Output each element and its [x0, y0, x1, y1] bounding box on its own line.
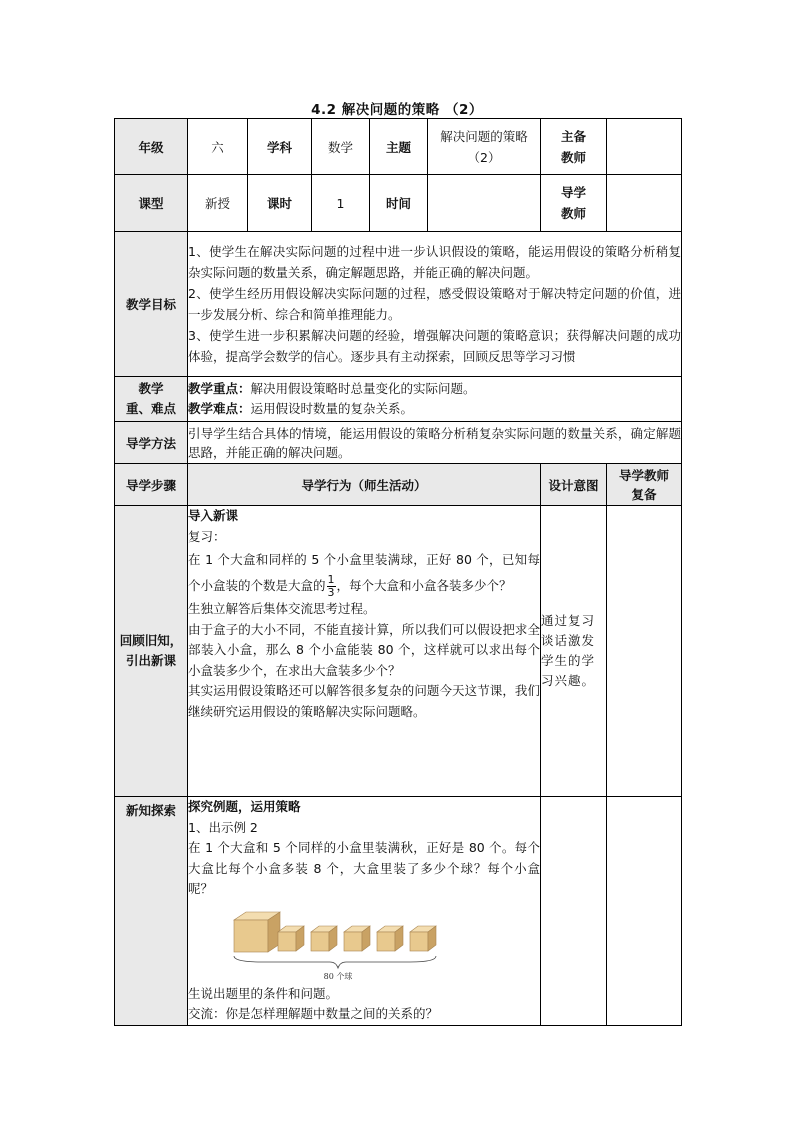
- review-label-line-2: 引出新课: [125, 653, 176, 668]
- fraction-numerator: 1: [327, 573, 335, 586]
- steps-header-row: [115, 464, 682, 506]
- review-label: [115, 506, 188, 797]
- explore-line-1: 1、出示例 2: [188, 819, 258, 835]
- total-balls-label: 80 个球: [323, 971, 353, 981]
- guide-teacher-label-line-2: 教师: [560, 206, 586, 221]
- boxes-illustration: [232, 906, 452, 984]
- review-label-line-1: 回顾旧知，: [119, 633, 183, 648]
- review-line-5: 其实运用假设策略还可以解答很多复杂的问题今天这节课，我们继续研究运用假设的策略解决实际问题略。: [188, 683, 540, 719]
- period-value: 1: [312, 175, 370, 232]
- keypoints-row: [115, 377, 682, 422]
- goal-item-3: 3、使学生进一步积累解决问题的经验，增强解决问题的策略意识；获得解决问题的成功体验，提高学会数学的信心。逐步具有主动探索，回顾反思等学习习惯: [188, 328, 681, 364]
- time-value: [428, 175, 541, 232]
- topic-value: [428, 119, 541, 175]
- lead-teacher-label-line-1: 主备: [560, 128, 586, 144]
- guide-teacher-label-line-1: 导学: [560, 185, 586, 200]
- steps-header-steps: 导学步骤: [115, 464, 188, 506]
- info-row-2: [115, 175, 682, 232]
- guide-teacher-value: [607, 175, 682, 232]
- key-point-line: [188, 379, 681, 399]
- total-brace: [234, 956, 436, 968]
- lesson-plan-table: [114, 118, 682, 1026]
- difficulty-label: 教学难点：: [188, 401, 251, 416]
- review-heading: 导入新课: [188, 508, 239, 523]
- explore-line-3: 生说出题里的条件和问题。: [188, 985, 339, 1001]
- steps-header-activities: 导学行为（师生活动）: [188, 464, 541, 506]
- info-row-1: [115, 119, 682, 175]
- small-box-icon-3: [344, 926, 370, 951]
- lesson-type-label: 课型: [115, 175, 188, 232]
- lead-teacher-value: [607, 119, 682, 175]
- goal-item-1: 1、使学生在解决实际问题的过程中进一步认识假设的策略，能运用假设的策略分析稍复杂实际问题的数量关系，确定解题思路，并能正确的解决问题。: [188, 244, 681, 280]
- review-notes: [607, 506, 682, 797]
- keypoints-label-line-1: 教学: [138, 381, 164, 396]
- method-row: [115, 422, 682, 464]
- method-text: 引导学生结合具体的情境，能运用假设的策略分析稍复杂实际问题的数量关系，确定解题思路，并能正确的解决问题。: [188, 422, 682, 464]
- review-intent: 通过复习谈话激发学生的学习兴趣。: [541, 506, 607, 797]
- explore-label: 新知探索: [115, 797, 188, 1026]
- topic-value-line-2: （2）: [467, 149, 501, 165]
- explore-problem: 在 1 个大盒和 5 个同样的小盒里装满秋，正好是 80 个。每个大盒比每个小盒多装 8 个，大盒里装了多少个球？每个小盒呢？: [188, 840, 540, 896]
- subject-value: 数学: [312, 119, 370, 175]
- steps-header-intent: 设计意图: [541, 464, 607, 506]
- difficulty-line: [188, 399, 681, 419]
- keypoints-label: [115, 377, 188, 422]
- one-third-fraction: [327, 574, 336, 599]
- small-box-icon-5: [410, 926, 436, 951]
- review-problem: [188, 547, 540, 599]
- topic-label: 主题: [370, 119, 428, 175]
- small-box-icon-1: [278, 926, 304, 951]
- review-line-3: 生独立解答后集体交流思考过程。: [188, 601, 376, 616]
- grade-value: 六: [188, 119, 248, 175]
- large-box-icon: [234, 912, 280, 952]
- topic-value-line-1: 解决问题的策略: [440, 128, 528, 144]
- explore-line-4: 交流：你是怎样理解题中数量之间的关系的？: [188, 1006, 439, 1021]
- lead-teacher-label: [541, 119, 607, 175]
- grade-label: 年级: [115, 119, 188, 175]
- steps-header-review-line-2: 复备: [631, 486, 657, 502]
- lesson-type-value: 新授: [188, 175, 248, 232]
- small-box-icon-4: [377, 926, 403, 951]
- goals-label: 教学目标: [115, 232, 188, 377]
- period-label: 课时: [248, 175, 312, 232]
- goals-row: [115, 232, 682, 377]
- document-title: 4.2 解决问题的策略 （2）: [311, 102, 483, 118]
- keypoints-label-line-2: 重、难点: [125, 401, 176, 416]
- review-line-1: 复习：: [188, 528, 226, 544]
- time-label: 时间: [370, 175, 428, 232]
- review-problem-text: 在 1 个大盒和同样的 5 个小盒里装满球，正好 80 个，已知每个小盒装的个数是大盒的: [188, 552, 540, 593]
- goal-item-2: 2、使学生经历用假设解决实际问题的过程，感受假设策略对于解决特定问题的价值，进一步发展分析、综合和简单推理能力。: [188, 286, 681, 322]
- fraction-denominator: 3: [327, 586, 335, 599]
- explore-content: [188, 797, 541, 1026]
- key-point-label: 教学重点：: [188, 381, 251, 396]
- small-box-icon-2: [311, 926, 337, 951]
- lead-teacher-label-line-2: 教师: [560, 149, 586, 165]
- key-point-text: 解决用假设策略时总量变化的实际问题。: [250, 381, 476, 396]
- difficulty-text: 运用假设时数量的复杂关系。: [250, 401, 414, 416]
- explore-row: [115, 797, 682, 1026]
- explore-heading: 探究例题，运用策略: [188, 799, 301, 814]
- review-row: [115, 506, 682, 797]
- method-label: 导学方法: [115, 422, 188, 464]
- explore-notes: [607, 797, 682, 1026]
- keypoints-content: [188, 377, 682, 422]
- review-problem-question: ，每个大盒和小盒各装多少个？: [336, 578, 512, 593]
- steps-header-review: [607, 464, 682, 506]
- steps-header-review-line-1: 导学教师: [618, 467, 669, 483]
- review-content: [188, 506, 541, 797]
- review-line-4: 由于盒子的大小不同，不能直接计算，所以我们可以假设把求全部装入小盒，那么 8 个小盒能装 80 个，这样就可以求出每个小盒装多少个，在求出大盒装多少个？: [188, 621, 540, 678]
- goals-content: [188, 232, 682, 377]
- explore-intent: [541, 797, 607, 1026]
- subject-label: 学科: [248, 119, 312, 175]
- guide-teacher-label: [541, 175, 607, 232]
